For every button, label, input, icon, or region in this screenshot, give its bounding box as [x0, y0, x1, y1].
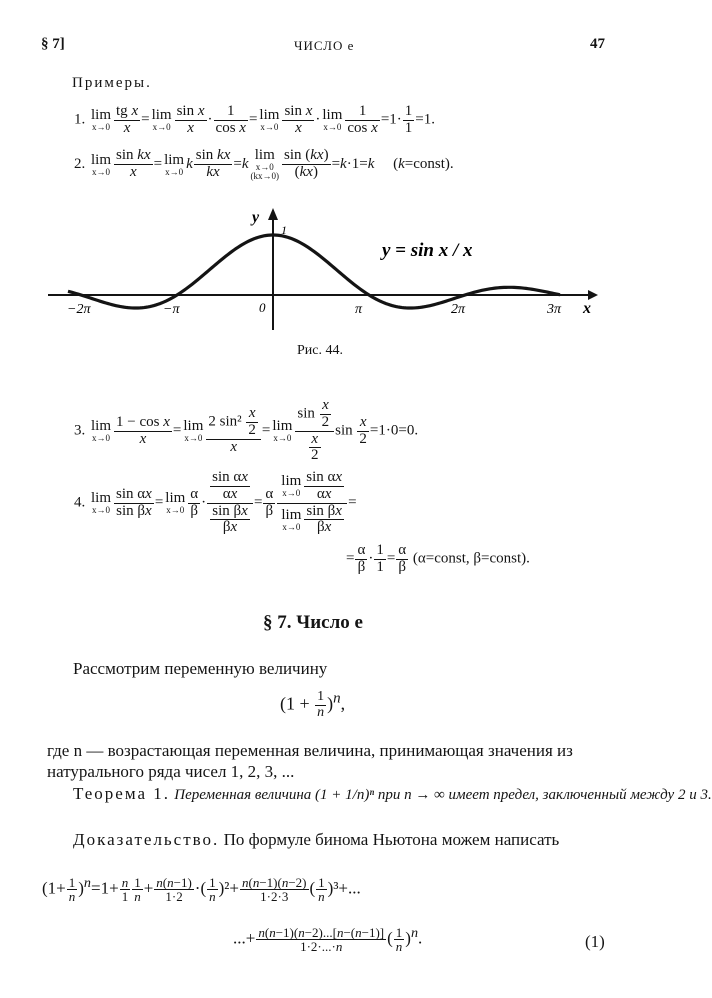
x-tick-label: 3π: [547, 302, 562, 317]
header-title: ЧИСЛО e: [294, 38, 355, 53]
example-number: 4.: [74, 494, 86, 511]
x-label: x: [583, 300, 591, 317]
curve-equation: y = sin x / x: [382, 240, 473, 261]
equation-number: (1): [585, 932, 605, 951]
proof-label: Доказательство.: [73, 830, 220, 849]
proof-text: По формуле бинома Ньютона можем написать: [223, 830, 560, 849]
binomial-expansion-line-1: (1+ $\frac{1}{n}$ )$^n$=1+ $\frac{n}{1}$ $\frac{1}{n}$ + $\frac{n(n-1)}{1\cdot 2}$ ·( $\frac{1}{n}$ )²+ $\frac{n(n-1)(n-2)}{1\cdot 2\cdot 3}$ ( $\frac{1}{n}$ )³+...: [42, 874, 361, 905]
x-tick-label: −π: [163, 302, 180, 317]
example-1: 1. lim x→0 $\frac{\text{tg x}}{x}$ = lim x→0 $\frac{\text{sin x}}{x}$ · $\frac{1}{\text{cos x}}$ = lim x→0 $\frac{\text{sin x}}{x}$ · lim x→0 $\frac{1}{\text{cos x}}$ =1· $\frac{1}{1}$ =1.: [74, 103, 435, 136]
example-number: 2.: [74, 155, 86, 172]
one-label: 1: [281, 223, 287, 237]
examples-heading: Примеры.: [72, 75, 152, 91]
sinc-curve: [68, 235, 560, 308]
example-number: 3.: [74, 422, 86, 439]
example-4: 4. lim x→0 $\frac{\text{sin αx}}{\text{sin βx}}$ = lim x→0 $\frac{\alpha}{\beta}$ · $\frac{\frac{\text{sin αx}}{\alpha x}}{\frac{\text{sin βx}}{\beta x}}$ = $\frac{\alpha}{\beta}$ lim x→0 $\frac{\text{sin αx}}{\alpha x}$ lim x→0 $\frac{\text{sin βx}}{\beta x}$ =: [74, 469, 357, 536]
x-tick-label: 2π: [451, 302, 466, 317]
origin-label: 0: [259, 300, 266, 315]
example-3: 3. lim x→0 $\frac{\text{1 − cos x}}{x}$ = lim x→0 2 sin² $\frac{x}{2}$ x = lim x→0 sin $\frac{x}{2}$ $\frac{x}{2}$ sin $\frac{x}{2}$ =1·0=0.: [74, 397, 419, 464]
variable-expression: (1 + $\frac{1}{n}$ )$^n$,: [280, 689, 346, 720]
binomial-expansion-line-2: ...+ $\frac{n(n-1)(n-2)...[n-(n-1)]}{1\cdot 2\cdot...\cdot n}$ ( $\frac{1}{n}$ )$^n$.: [233, 924, 423, 955]
body-paragraph: где n — возрастающая переменная величина, принимающая значения из натурального ряда чисел 1, 2, 3, ...: [47, 741, 573, 781]
x-tick-label: π: [355, 302, 363, 317]
y-axis-arrow: [268, 208, 278, 220]
intro-text: Рассмотрим переменную величину: [73, 659, 328, 678]
x-tick-label: −2π: [67, 302, 91, 317]
header-section: § 7]: [41, 36, 65, 52]
page-number: 47: [590, 36, 605, 52]
y-label: y: [252, 209, 260, 226]
x-axis-arrow: [588, 290, 598, 300]
example-number: 1.: [74, 111, 86, 128]
theorem-statement: Переменная величина (1 + 1/n)ⁿ при n → ∞ имеет предел, заключенный между 2 и 3.: [174, 787, 712, 803]
section-title: § 7. Число e: [263, 612, 363, 633]
figure-caption: Рис. 44.: [297, 343, 343, 358]
proof: [73, 829, 613, 850]
theorem-label: Теорема 1.: [73, 784, 171, 803]
theorem: [73, 784, 712, 804]
example-2: 2. lim x→0 $\frac{\text{sin kx}}{x}$ = lim x→0 k $\frac{\text{sin kx}}{kx}$ =klim x→0 (kx→0) $\frac{\sin (kx)}{(kx)}$ =k·1=k (k=const).: [74, 147, 454, 181]
example-4-continued: = $\frac{\alpha}{\beta}$ · $\frac{1}{1}$ = $\frac{\alpha}{\beta}$ (α=const, β=const).: [346, 542, 530, 575]
figure-sinx-over-x: [40, 200, 610, 340]
